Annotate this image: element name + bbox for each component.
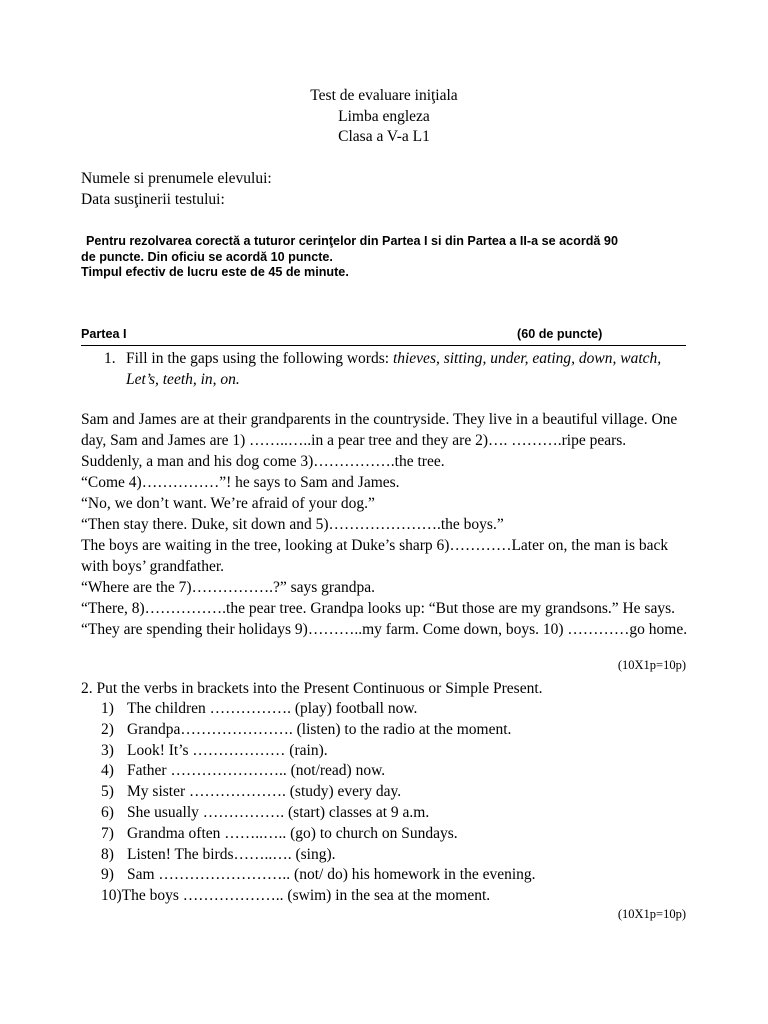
test-date-label: Data susţinerii testului: <box>81 191 225 208</box>
instructions <box>81 234 681 281</box>
story-paragraph: “There, 8)…………….the pear tree. Grandpa looks up: “But those are my grandsons.” He says. “They are spending their holidays 9)………..my farm. Come down, boys. 10) …………go home. <box>81 600 688 638</box>
item-text: Listen! The birds……..…. (sing). <box>127 845 336 863</box>
item-number: 5) <box>101 783 114 801</box>
item-text: Sam …………………….. (not/ do) his homework in the evening. <box>127 866 536 884</box>
list-item <box>101 720 691 741</box>
test-title: Test de evaluare iniţiala <box>310 87 458 104</box>
task-2-items <box>101 699 691 907</box>
task-2-score: (10X1p=10p) <box>617 907 686 921</box>
class-level: Clasa a V-a L1 <box>338 128 430 145</box>
list-item <box>101 845 691 866</box>
item-number: 8) <box>101 845 114 863</box>
story-text <box>81 409 691 640</box>
item-text: My sister ………………. (study) every day. <box>127 783 402 801</box>
task-1-score: (10X1p=10p) <box>617 658 686 672</box>
list-item <box>101 699 691 720</box>
part-1-heading <box>81 326 686 346</box>
subject: Limba engleza <box>338 107 430 125</box>
student-info <box>81 168 272 210</box>
item-text: Father ………………….. (not/read) now. <box>127 762 386 780</box>
list-item <box>101 824 691 845</box>
item-text: Look! It’s ……………… (rain). <box>127 741 328 759</box>
item-number: 7) <box>101 824 114 842</box>
item-text: The children ……………. (play) football now. <box>127 700 418 717</box>
item-text: Grandpa…………………. (listen) to the radio at the moment. <box>127 720 512 738</box>
list-item <box>101 741 691 762</box>
task-1-text: Fill in the gaps using the following words: <box>126 350 393 367</box>
item-number: 6) <box>101 803 114 821</box>
item-number: 4) <box>101 762 114 780</box>
story-paragraph: “No, we don’t want. We’re afraid of your dog.” <box>81 495 375 512</box>
task-1-number: 1. <box>104 350 116 367</box>
part-1-title: Partea I <box>81 327 127 341</box>
story-paragraph: “Where are the 7)…………….?” says grandpa. <box>81 579 375 596</box>
list-item <box>101 886 691 907</box>
item-text: Grandma often ……..….. (go) to church on Sundays. <box>127 824 458 842</box>
task-1-instruction <box>104 348 689 390</box>
test-header <box>0 86 768 148</box>
item-number: 3) <box>101 741 114 759</box>
task-2-instruction: 2. Put the verbs in brackets into the Present Continuous or Simple Present. <box>81 680 543 697</box>
item-text: The boys ……………….. (swim) in the sea at the moment. <box>121 887 491 905</box>
item-text: She usually ……………. (start) classes at 9 a.m. <box>127 803 430 821</box>
list-item <box>101 761 691 782</box>
instructions-line-3: Timpul efectiv de lucru este de 45 de minute. <box>81 265 349 280</box>
story-paragraph: “Come 4)……………”! he says to Sam and James. <box>81 474 400 491</box>
list-item <box>101 865 691 886</box>
list-item <box>101 782 691 803</box>
part-1-points: (60 de puncte) <box>517 327 603 341</box>
story-paragraph: The boys are waiting in the tree, looking at Duke’s sharp 6)…………Later on, the man is back with boys’ grandfather. <box>81 537 669 575</box>
student-name-label: Numele si prenumele elevului: <box>81 170 272 187</box>
item-number: 2) <box>101 720 114 738</box>
instructions-line-2: de puncte. Din oficiu se acordă 10 puncte. <box>81 249 333 264</box>
story-paragraph: Sam and James are at their grandparents in the countryside. They live in a beautiful village. One day, Sam and James are 1) ……..…..in a pear tree and they are 2)…. ……….ripe pears. Suddenly, a man and his dog come 3)…………….the tree. <box>81 411 678 470</box>
item-number: 1) <box>101 700 114 717</box>
story-paragraph: “Then stay there. Duke, sit down and 5)………………….the boys.” <box>81 516 504 533</box>
instructions-line-1: Pentru rezolvarea corectă a tuturor cerinţelor din Partea I si din Partea a II-a se acordă 90 <box>86 234 618 248</box>
item-number: 9) <box>101 866 114 884</box>
list-item <box>101 803 691 824</box>
item-number: 10) <box>101 887 122 905</box>
task-1-word-bank: thieves, sitting, under, eating, down, watch, Let’s, teeth, in, on. <box>126 350 662 388</box>
